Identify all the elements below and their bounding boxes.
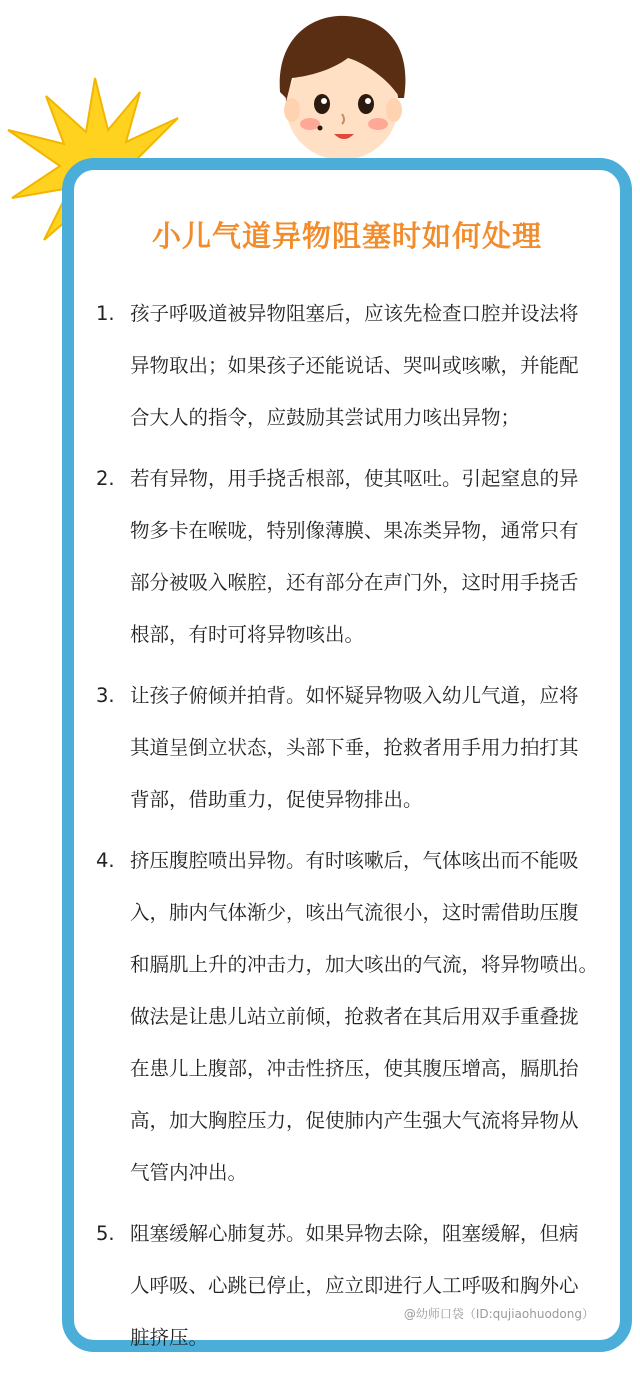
- list-item: [96, 453, 632, 661]
- item-text: 孩子呼吸道被异物阻塞后，应该先检查口腔并设法将 异物取出；如果孩子还能说话、哭叫或咳嗽，并能配 合大人的指令，应鼓励其尝试用力咳出异物；: [130, 302, 579, 429]
- content-card: [62, 158, 632, 1352]
- item-text: 让孩子俯倾并拍背。如怀疑异物吸入幼儿气道，应将 其道呈倒立状态，头部下垂，抢救者用手用力拍打其 背部，借助重力，促使异物排出。: [130, 684, 579, 811]
- list-item: [96, 288, 632, 444]
- item-number: 1.: [96, 302, 115, 325]
- list-item: [96, 835, 632, 1199]
- page-title: 小儿气道异物阻塞时如何处理: [151, 219, 542, 253]
- item-number: 2.: [96, 467, 115, 490]
- item-number: 5.: [96, 1222, 115, 1245]
- list-item: [96, 1208, 632, 1364]
- item-number: 4.: [96, 849, 115, 872]
- source-credit: @幼师口袋（ID:qujiaohuodong）: [403, 1307, 594, 1321]
- item-text: 若有异物，用手挠舌根部，使其呕吐。引起窒息的异 物多卡在喉咙，特别像薄膜、果冻类异物，通常只有 部分被吸入喉腔，还有部分在声门外，这时用手挠舌 根部，有时可将异物咳出。: [130, 467, 579, 646]
- steps-list: [96, 288, 632, 1373]
- list-item: [96, 670, 632, 826]
- mascot-girl-icon: [262, 6, 422, 166]
- item-text: 阻塞缓解心肺复苏。如果异物去除，阻塞缓解，但病 人呼吸、心跳已停止，应立即进行人工呼吸和胸外心 脏挤压。: [130, 1222, 579, 1349]
- item-text: 挤压腹腔喷出异物。有时咳嗽后，气体咳出而不能吸 入，肺内气体渐少，咳出气流很小，这时需借助压腹 和膈肌上升的冲击力，加大咳出的气流，将异物喷出。 做法是让患儿站立前倾，抢救者在其后用双手重叠拢 在患儿上腹部，冲击性挤压，使其腹压增高，膈肌抬 高，加大胸腔压力，促使肺内产生强大气流将异物从 气管内冲出。: [130, 849, 599, 1184]
- item-number: 3.: [96, 684, 115, 707]
